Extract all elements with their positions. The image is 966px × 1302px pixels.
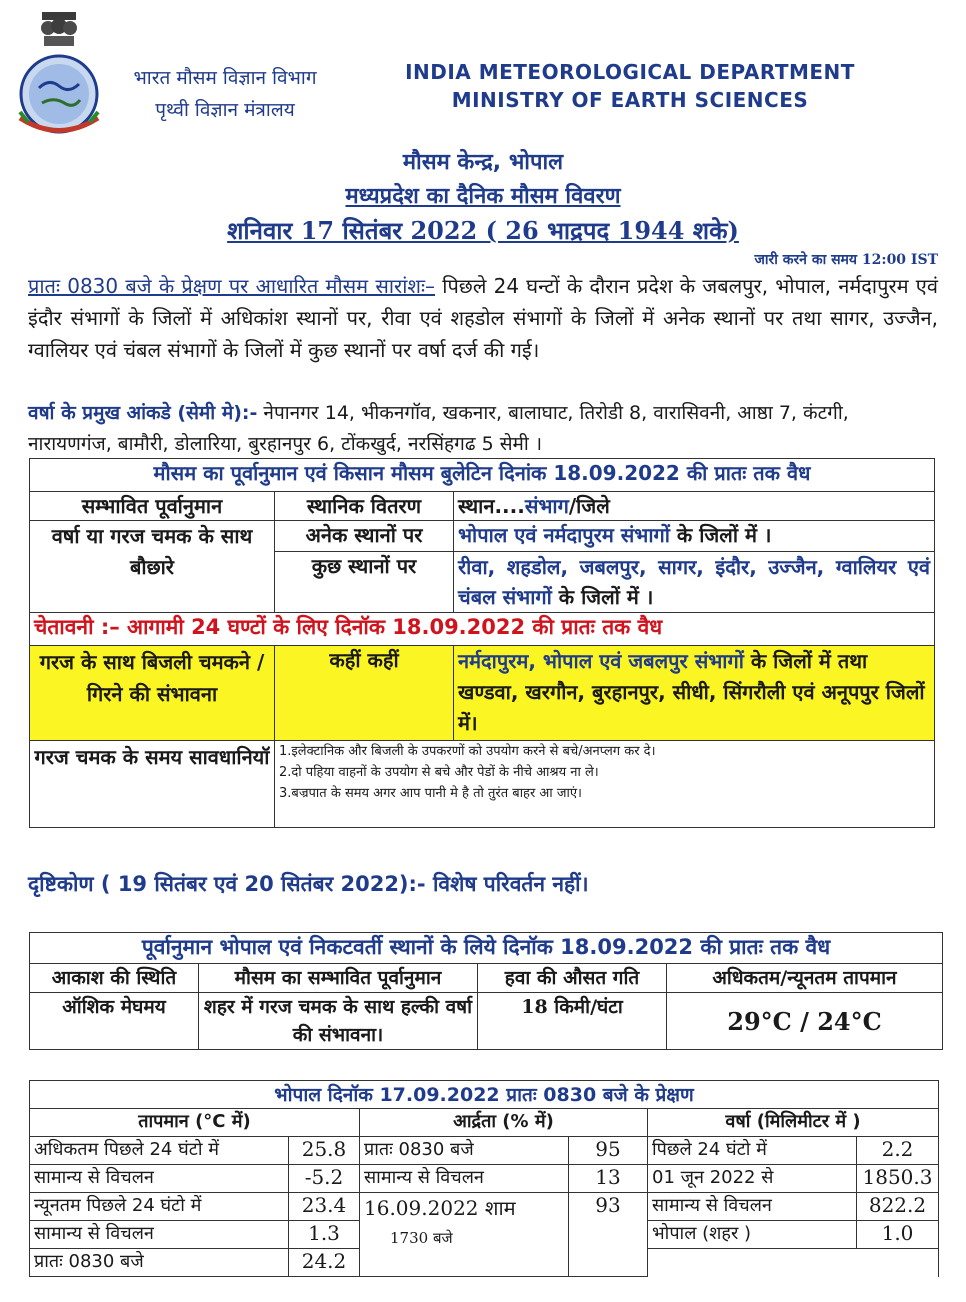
obs-hum-value: 93	[569, 1193, 648, 1277]
issue-time: जारी करने का समय 12:00 IST	[754, 252, 938, 268]
warning-heading: चेतावनी :– आगामी 24 घण्टों के लिए दिनॉक 18.09.2022 की प्रातः तक वैध	[30, 613, 935, 646]
r2-places: रीवा, शहडोल, जबलपुर, सागर, इंदौर, उज्जैन, ग्वालियर एवं चंबल संभागों	[458, 555, 930, 609]
forecast-heading: मौसम का पूर्वानुमान एवं किसान मौसम बुलेटिन दिनांक 18.09.2022 की प्रातः तक वैध	[30, 459, 935, 492]
obs-rain-label: सामान्य से विचलन	[648, 1193, 857, 1221]
forecast-table	[29, 458, 935, 828]
outlook: दृष्टिकोण ( 19 सितंबर एवं 20 सितंबर 2022):- विशेष परिवर्तन नहीं।	[28, 872, 589, 896]
org-hindi-line2: पृथ्वी विज्ञान मंत्रालय	[155, 99, 295, 121]
org-english-line2: MINISTRY OF EARTH SCIENCES	[451, 88, 809, 112]
org-hindi-line1: भारत मौसम विज्ञान विभाग	[133, 67, 317, 89]
obs-rain-label: पिछले 24 घंटो में	[648, 1137, 857, 1165]
warning-distribution: कहीं कहीं	[275, 646, 454, 741]
obs-rain-value: 1.0	[857, 1221, 939, 1249]
precaution-label: गरज चमक के समय सावधानियॉ	[30, 741, 275, 828]
rainfall-text: नेपानगर 14, भीकनगॉव, खकनार, बालाघाट, तिरोडी 8, वारासिवनी, आष्ठा 7, कंटगी, नारायणगंज, बामौरी, डोलारिया, बुरहानपुर 6, टोंकखुर्द, नरसिंहगढ 5 सेमी ।	[28, 402, 849, 455]
col-places-c: /जिले	[568, 494, 610, 518]
obs-hum-value: 95	[569, 1137, 648, 1165]
obs-rain-value: 822.2	[857, 1193, 939, 1221]
precaution-item: 3.बज्रपात के समय अगर आप पानी मे है तो तुरंत बाहर आ जाएं।	[279, 786, 582, 801]
obs-temp-head: तापमान (°C में)	[30, 1109, 360, 1137]
col-forecast: सम्भावित पूर्वानुमान	[30, 492, 275, 521]
city-col-forecast: मौसम का सम्भावित पूर्वानुमान	[199, 964, 478, 993]
obs-rain-empty	[648, 1249, 939, 1277]
imd-logo	[14, 8, 104, 138]
warning-places: नर्मदापुरम, भोपाल एवं जबलपुर संभागों	[458, 649, 744, 673]
city-col-temp: अधिकतम/न्यूनतम तापमान	[667, 964, 943, 993]
precaution-list	[275, 741, 935, 828]
org-name-hindi	[110, 62, 340, 126]
report-date: शनिवार 17 सितंबर 2022 ( 26 भाद्रपद 1944 शके)	[227, 216, 739, 245]
obs-temp-label: अधिकतम पिछले 24 घंटो में	[30, 1137, 289, 1165]
r2-places-cell	[454, 552, 935, 613]
precaution-item: 2.दो पहिया वाहनों के उपयोग से बचे और पेडों के नीचे आश्रय ना ले।	[279, 765, 599, 780]
obs-row	[30, 1193, 939, 1221]
obs-temp-value: 24.2	[289, 1249, 360, 1277]
obs-temp-value: 25.8	[289, 1137, 360, 1165]
obs-rain-label: भोपाल (शहर )	[648, 1221, 857, 1249]
col-places-a: स्थान....	[458, 494, 525, 518]
rainfall-figures	[28, 398, 938, 460]
obs-temp-label: न्यूनतम पिछले 24 घंटो में	[30, 1193, 289, 1221]
obs-temp-label: प्रातः 0830 बजे	[30, 1249, 289, 1277]
city-wind: 18 किमी/घंटा	[478, 993, 667, 1050]
obs-temp-value: 1.3	[289, 1221, 360, 1249]
org-english-line1: INDIA METEOROLOGICAL DEPARTMENT	[405, 60, 855, 84]
obs-hum-head: आर्द्रता (% में)	[360, 1109, 648, 1137]
warning-places-cell	[454, 646, 935, 741]
rainfall-lead: वर्षा के प्रमुख आंकडे (सेमी मे):-	[28, 402, 258, 424]
obs-temp-value: 23.4	[289, 1193, 360, 1221]
obs-rain-value: 2.2	[857, 1137, 939, 1165]
obs-heading: भोपाल दिनॉक 17.09.2022 प्रातः 0830 बजे के प्रेक्षण	[30, 1081, 939, 1109]
obs-hum-label: सामान्य से विचलन	[360, 1165, 569, 1193]
obs-temp-label: सामान्य से विचलन	[30, 1165, 289, 1193]
obs-hum-label: 1730 बजे	[390, 1229, 453, 1247]
obs-temp-label: सामान्य से विचलन	[30, 1221, 289, 1249]
weather-summary	[28, 270, 938, 366]
obs-row	[30, 1137, 939, 1165]
obs-hum-value: 13	[569, 1165, 648, 1193]
r1-suffix: के जिलों में ।	[669, 523, 772, 547]
obs-temp-value: -5.2	[289, 1165, 360, 1193]
r1-distribution: अनेक स्थानों पर	[275, 521, 454, 552]
r2-suffix: के जिलों में ।	[551, 585, 654, 609]
city-forecast-table	[29, 932, 943, 1050]
obs-hum-evening	[360, 1193, 569, 1277]
city-sky: ऑशिक मेघमय	[30, 993, 199, 1050]
forecast-row-label: वर्षा या गरज चमक के साथ बौछारे	[30, 521, 275, 613]
col-places	[454, 492, 935, 521]
city-col-sky: आकाश की स्थिति	[30, 964, 199, 993]
report-title: मध्यप्रदेश का दैनिक मौसम विवरण	[345, 184, 621, 209]
precaution-item: 1.इलेक्टानिक और बिजली के उपकरणों को उपयोग करने से बचे/अनप्लग कर दे।	[279, 744, 656, 759]
summary-text: पिछले 24 घन्टों के दौरान प्रदेश के जबलपुर, भोपाल, नर्मदापुरम एवं इंदौर संभागों के जिलों में अधिकांश स्थानों पर, रीवा एवं शहडोल संभागों के जिलों में अनेक स्थानों पर तथा सागर, उज्जैन, ग्वालियर एवं चंबल संभागों के जिलों में कुछ स्थानों पर वर्षा दर्ज की गई।	[28, 274, 938, 362]
col-places-b: संभाग	[524, 494, 569, 518]
summary-lead: प्रातः 0830 बजे के प्रेक्षण पर आधारित मौसम सारांशः–	[28, 274, 436, 298]
org-name-english	[360, 58, 900, 114]
obs-row	[30, 1165, 939, 1193]
centre-title: मौसम केन्द्र, भोपाल	[402, 150, 564, 175]
r1-places-cell	[454, 521, 935, 552]
warning-label: गरज के साथ बिजली चमकने / गिरने की संभावना	[30, 646, 275, 741]
city-heading: पूर्वानुमान भोपाल एवं निकटवर्ती स्थानों के लिये दिनॉक 18.09.2022 की प्रातः तक वैध	[30, 933, 943, 964]
obs-hum-label: 16.09.2022 शाम	[364, 1196, 516, 1220]
obs-rain-head: वर्षा (मिलिमीटर में )	[648, 1109, 939, 1137]
obs-rain-label: 01 जून 2022 से	[648, 1165, 857, 1193]
obs-hum-label: प्रातः 0830 बजे	[360, 1137, 569, 1165]
obs-rain-value: 1850.3	[857, 1165, 939, 1193]
observation-table	[29, 1080, 939, 1277]
r1-places: भोपाल एवं नर्मदापुरम संभागों	[458, 523, 670, 547]
city-col-wind: हवा की औसत गति	[478, 964, 667, 993]
warning-suffix: के जिलों में तथा खण्डवा, खरगौन, बुरहानपुर, सीधी, सिंगरौली एवं अनूपपुर जिलों में।	[458, 649, 925, 735]
city-temp: 29°C / 24°C	[667, 993, 943, 1050]
r2-distribution: कुछ स्थानों पर	[275, 552, 454, 613]
city-forecast: शहर में गरज चमक के साथ हल्की वर्षा की संभावना।	[199, 993, 478, 1050]
col-distribution: स्थानिक वितरण	[275, 492, 454, 521]
